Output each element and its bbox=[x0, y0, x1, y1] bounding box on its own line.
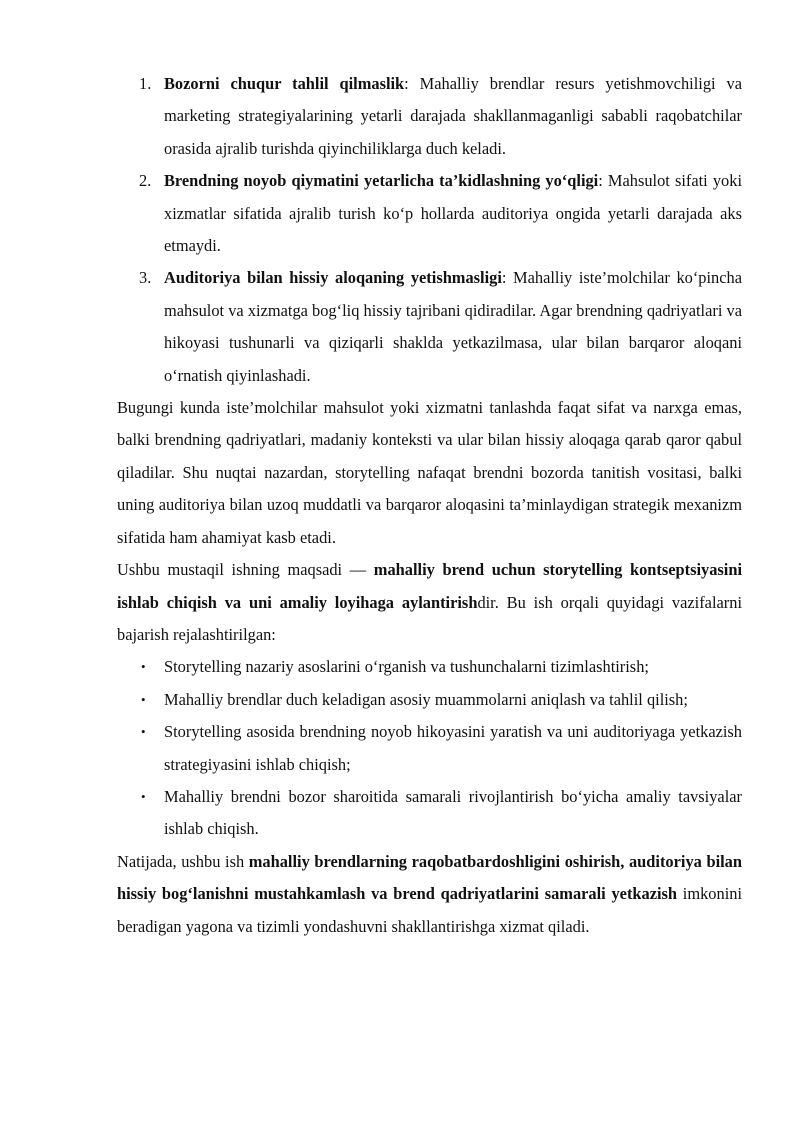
goal-text-after: dir. Bu ish orqali quyidagi vazifalarni bajarish rejalashtirilgan: bbox=[117, 592, 742, 644]
list-item bbox=[117, 68, 742, 165]
bullet-icon: • bbox=[141, 691, 146, 707]
list-number: 3. bbox=[139, 268, 152, 288]
list-item-title: Auditoriya bilan hissiy aloqaning yetishmasligi bbox=[164, 268, 502, 288]
list-number: 2. bbox=[139, 171, 152, 191]
goal-text-bold: mahalliy brend uchun storytelling kontseptsiyasini ishlab chiqish va uni amaliy loyihaga aylantirish bbox=[117, 560, 742, 612]
paragraph-goal bbox=[117, 554, 742, 651]
paragraph-context: Bugungi kunda iste’molchilar mahsulot yoki xizmatni tanlashda faqat sifat va narxga emas, balki brendning qadriyatlari, madaniy konteksti va ular bilan hissiy aloqaga qarab qaror qabul qiladilar. Shu nuqtai nazardan, storytelling nafaqat brendni bozorda tanitish vositasi, balki uning auditoriya bilan uzoq muddatli va barqaror aloqasini ta’minlaydigan strategik mexanizm sifatida ham ahamiyat kasb etadi. bbox=[117, 398, 742, 547]
list-item-text: : Mahsulot sifati yoki xizmatlar sifatida ajralib turish ko‘p hollarda auditoriya ongida yetarli darajada aks etmaydi. bbox=[164, 171, 742, 256]
bullet-list bbox=[117, 651, 742, 845]
bullet-item bbox=[117, 684, 742, 716]
list-number: 1. bbox=[139, 74, 152, 93]
list-item bbox=[117, 262, 742, 392]
numbered-list bbox=[117, 68, 742, 392]
result-text-before: Natijada, ushbu ish bbox=[117, 851, 249, 871]
bullet-item bbox=[117, 781, 742, 846]
bullet-text: Storytelling asosida brendning noyob hikoyasini yaratish va uni auditoriyaga yetkazish strategiyasini ishlab chiqish; bbox=[164, 722, 742, 774]
document-page bbox=[117, 68, 742, 943]
bullet-icon: • bbox=[141, 724, 146, 740]
list-item-title: Brendning noyob qiymatini yetarlicha ta’kidlashning yo‘qligi bbox=[164, 171, 599, 191]
list-item-title: Bozorni chuqur tahlil qilmaslik bbox=[164, 74, 405, 93]
paragraph-result bbox=[117, 846, 742, 943]
list-item bbox=[117, 165, 742, 262]
list-item-text: : Mahalliy brendlar resurs yetishmovchiligi va marketing strategiyalarining yetarli darajada shakllanmaganligi sababli raqobatchilar orasida ajralib turishda qiyinchiliklarga duch keladi. bbox=[164, 74, 742, 158]
bullet-item bbox=[117, 716, 742, 781]
bullet-text: Mahalliy brendlar duch keladigan asosiy muammolarni aniqlash va tahlil qilish; bbox=[164, 689, 688, 709]
bullet-icon: • bbox=[141, 788, 146, 804]
bullet-item bbox=[117, 651, 742, 683]
result-text-bold: mahalliy brendlarning raqobatbardoshligini oshirish, auditoriya bilan hissiy bog‘lanishni mustahkamlash va brend qadriyatlarini samarali yetkazish bbox=[117, 851, 742, 904]
goal-text-before: Ushbu mustaqil ishning maqsadi — bbox=[117, 560, 374, 580]
bullet-text: Storytelling nazariy asoslarini o‘rganish va tushunchalarni tizimlashtirish; bbox=[164, 657, 649, 677]
result-text-after: imkonini beradigan yagona va tizimli yondashuvni shakllantirishga xizmat qiladi. bbox=[117, 884, 742, 936]
list-item-text: : Mahalliy iste’molchilar ko‘pincha mahsulot va xizmatga bog‘liq hissiy tajribani qidiradilar. Agar brendning qadriyatlari va hikoyasi tushunarli va qiziqarli shaklda yetkazilmasa, ular bilan barqaror aloqani o‘rnatish qiyinlashadi. bbox=[164, 268, 742, 385]
bullet-text: Mahalliy brendni bozor sharoitida samarali rivojlantirish bo‘yicha amaliy tavsiyalar ishlab chiqish. bbox=[164, 786, 742, 839]
bullet-icon: • bbox=[141, 659, 146, 675]
